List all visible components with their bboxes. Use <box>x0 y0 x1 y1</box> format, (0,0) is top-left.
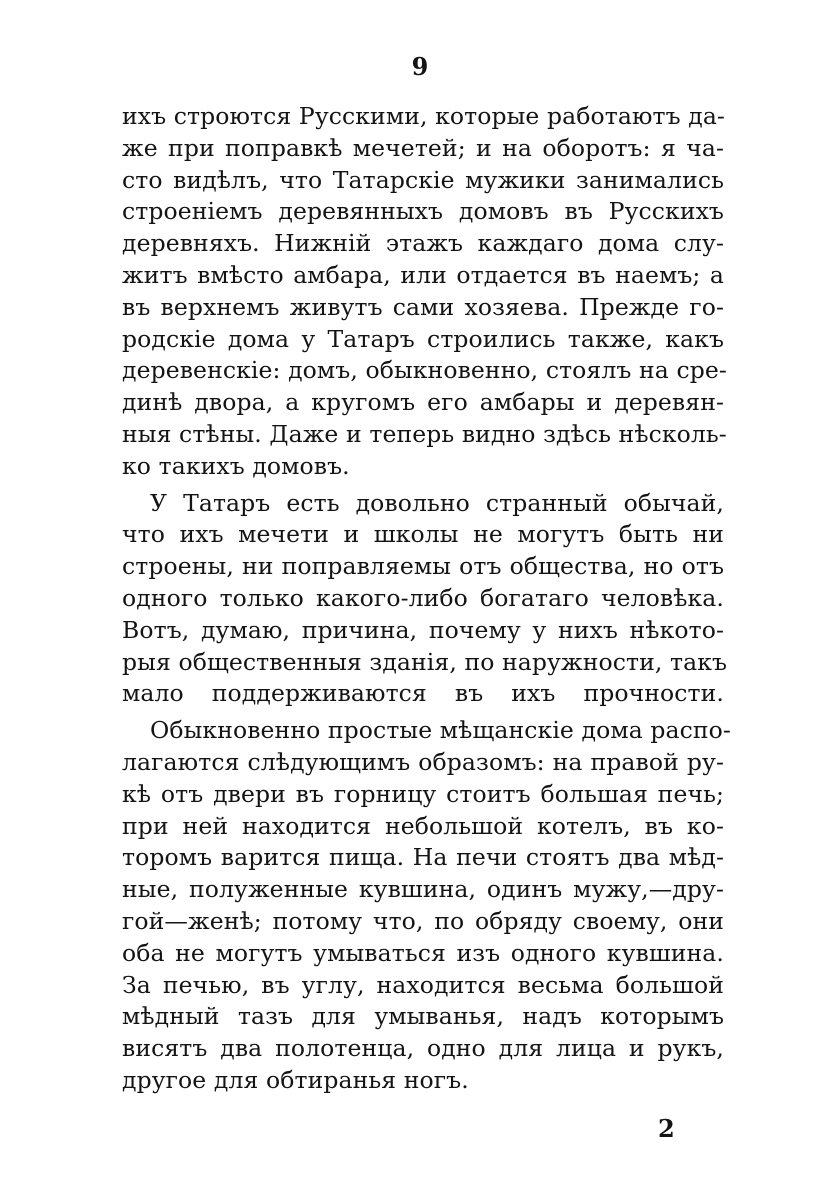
text-line: Вотъ, думаю, причина, почему у нихъ нѣкото- <box>122 615 724 644</box>
text-line: строены, ни поправляемы отъ общества, но отъ <box>122 552 724 581</box>
paragraph-3 <box>122 715 731 1097</box>
text-line: рыя общественныя зданія, по наружности, такъ <box>122 647 728 676</box>
text-line: ихъ строются Русскими, которые работаютъ да- <box>122 102 725 130</box>
paragraph-1 <box>122 101 727 483</box>
text-line: ко такихъ домовъ. <box>122 451 350 480</box>
text-line: что ихъ мечети и школы не могутъ быть ни <box>122 520 724 549</box>
text-line: торомъ варится пища. На печи стоятъ два мѣд- <box>122 843 724 872</box>
page-number: 9 <box>411 52 429 81</box>
text-line: одного только какого-либо богатаго человѣка. <box>122 583 724 612</box>
text-line: при ней находится небольшой котелъ, въ ко- <box>122 811 724 840</box>
text-line: сто видѣлъ, что Татарскіе мужики занимались <box>122 165 724 194</box>
text-line: деревняхъ. Нижній этажъ каждаго дома слу- <box>122 229 724 258</box>
text-line: другое для обтиранья ногъ. <box>122 1065 469 1094</box>
text-line: родскіе дома у Татаръ строились также, какъ <box>122 324 724 353</box>
text-line: ные, полуженные кувшина, одинъ мужу,—дру- <box>122 875 724 904</box>
text-line: Обыкновенно простые мѣщанскіе дома распо- <box>150 716 731 745</box>
text-line: деревенскіе: домъ, обыкновенно, стоялъ на сре- <box>122 356 727 385</box>
text-line: оба не могутъ умываться изъ одного кувшина. <box>122 938 724 967</box>
text-line: житъ вмѣсто амбара, или отдается въ наемъ; а <box>122 260 724 289</box>
text-line: кѣ отъ двери въ горницу стоитъ большая печь; <box>122 779 724 808</box>
text-line: въ верхнемъ живутъ сами хозяева. Прежде го- <box>122 292 724 321</box>
body-text <box>122 101 731 1097</box>
text-line: У Татаръ есть довольно странный обычай, <box>150 488 724 517</box>
text-line: мѣдный тазъ для умыванья, надъ которымъ <box>122 1002 724 1031</box>
text-line: мало поддерживаются въ ихъ прочности. <box>122 679 724 708</box>
text-line: динѣ двора, а кругомъ его амбары и деревян- <box>122 388 724 417</box>
text-line: строеніемъ деревянныхъ домовъ въ Русскихъ <box>122 197 724 226</box>
text-line: висятъ два полотенца, одно для лица и рукъ, <box>122 1034 724 1063</box>
text-line: же при поправкѣ мечетей; и на оборотъ: я ча- <box>122 133 724 162</box>
text-line: За печью, въ углу, находится весьма большой <box>122 970 724 999</box>
signature-mark: 2 <box>658 1114 675 1143</box>
text-line: лагаются слѣдующимъ образомъ: на правой ру- <box>122 747 724 776</box>
text-line: ныя стѣны. Даже и теперь видно здѣсь нѣсколь- <box>122 419 727 448</box>
text-line: гой—женѣ; потому что, по обряду своему, они <box>122 906 724 935</box>
paragraph-2 <box>122 488 728 711</box>
